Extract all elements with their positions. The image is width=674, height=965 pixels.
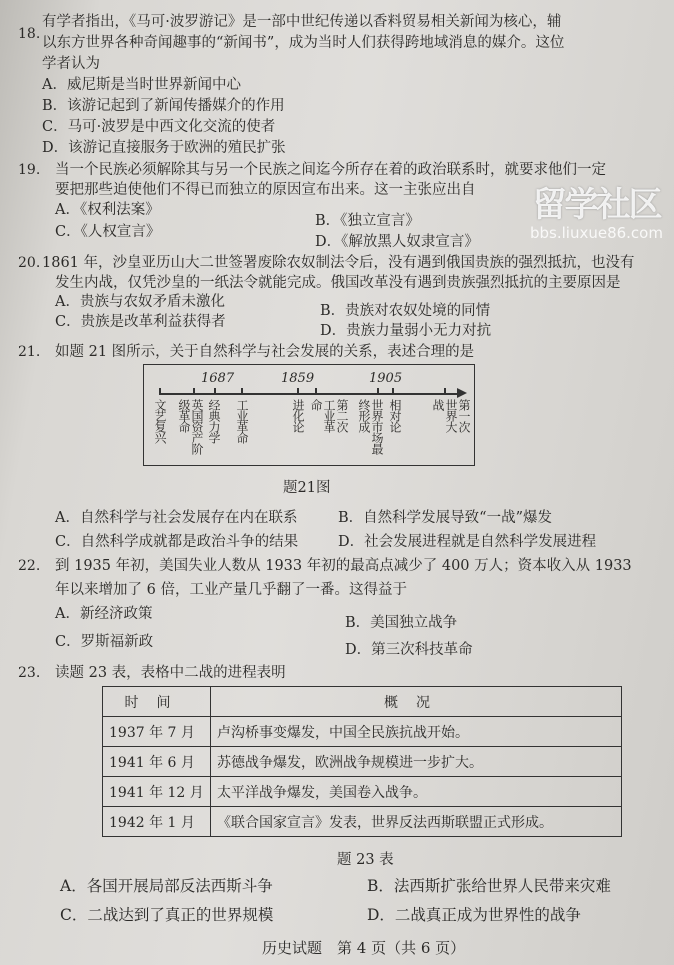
question-text: 1861 年，沙皇亚历山大二世签署废除农奴制法令后，没有遇到俄国贵族的强烈抵抗，也没有 — [42, 255, 635, 271]
option-d: D．该游记直接服务于欧洲的殖民扩张 — [42, 140, 286, 156]
question-text: 要把那些迫使他们不得已而独立的原因宣布出来。这一主张应出自 — [55, 182, 476, 198]
option-d: D．二战真正成为世界性的战争 — [367, 906, 581, 924]
option-c: C．贵族是改革利益获得者 — [55, 314, 226, 330]
table-row — [103, 747, 622, 777]
question-text: 学者认为 — [42, 56, 100, 72]
table-row — [103, 717, 622, 747]
question-text: 年以来增加了 6 倍，工业产量几乎翻了一番。这得益于 — [55, 582, 407, 598]
table-cell: 卢沟桥事变爆发，中国全民族抗战开始。 — [211, 717, 622, 747]
option-d: D．贵族力量弱小无力对抗 — [320, 323, 492, 339]
option-b: B．法西斯扩张给世界人民带来灾难 — [367, 877, 611, 895]
year-label: 1687 — [201, 371, 235, 386]
timeline-axis — [153, 371, 471, 454]
events-table — [102, 686, 622, 837]
table-cell: 1937 年 7 月 — [103, 717, 211, 747]
option-d: D．《解放黑人奴隶宣言》 — [315, 234, 479, 250]
event-label: 英国资产阶级革命 — [177, 399, 204, 454]
timeline-figure — [143, 364, 475, 466]
option-c: C．罗斯福新政 — [55, 634, 154, 650]
option-b: B．美国独立战争 — [345, 615, 458, 631]
question-number: 18. — [18, 26, 41, 42]
option-b: B．贵族对农奴处境的同情 — [320, 303, 491, 319]
table-cell: 《联合国家宣言》发表，世界反法西斯联盟正式形成。 — [211, 807, 622, 837]
question-text: 以东方世界各种奇闻趣事的“新闻书”，成为当时人们获得跨地域消息的媒介。这位 — [42, 35, 565, 51]
question-number: 21. — [18, 344, 41, 360]
question-number: 20. — [18, 255, 41, 271]
event-label: 世界市场最终形成 — [357, 399, 384, 454]
page-footer: 历史试题 第 4 页（共 6 页） — [262, 939, 466, 957]
option-b: B．该游记起到了新闻传播媒介的作用 — [42, 98, 285, 114]
question-text: 到 1935 年初，美国失业人数从 1933 年初的最高点减少了 400 万人；资本收入从 1933 — [55, 558, 632, 574]
event-label: 工业革命 — [235, 399, 249, 443]
option-b: B．《独立宣言》 — [315, 213, 420, 229]
watermark-title: 留学社区 — [532, 185, 661, 225]
event-label: 第二次工业革命 — [309, 399, 349, 432]
option-c: C．马可·波罗是中西文化交流的使者 — [42, 119, 276, 135]
option-c: C．自然科学成就都是政治斗争的结果 — [55, 534, 299, 550]
table-row — [103, 777, 622, 807]
question-number: 23. — [18, 665, 41, 681]
question-text: 有学者指出，《马可·波罗游记》是一部中世纪传递以香料贸易相关新闻为核心，辅 — [42, 14, 562, 30]
watermark-logo — [530, 186, 663, 242]
option-d: D．第三次科技革命 — [345, 642, 473, 658]
table-header: 概况 — [211, 687, 622, 717]
option-a: A．自然科学与社会发展存在内在联系 — [55, 510, 298, 526]
table-cell: 苏德战争爆发，欧洲战争规模进一步扩大。 — [211, 747, 622, 777]
option-c: C．《人权宣言》 — [55, 224, 161, 240]
year-label: 1905 — [369, 371, 403, 386]
table-cell: 1941 年 12 月 — [103, 777, 211, 807]
question-text: 发生内战，仅凭沙皇的一纸法令就能完成。俄国改革没有遇到贵族强烈抵抗的主要原因是 — [55, 275, 621, 291]
question-text: 读题 23 表，表格中二战的进程表明 — [55, 665, 286, 681]
question-text: 当一个民族必须解除其与另一个民族之间迄今所存在着的政治联系时，就要求他们一定 — [55, 162, 606, 178]
table-cell: 1942 年 1 月 — [103, 807, 211, 837]
option-c: C．二战达到了真正的世界规模 — [60, 906, 274, 924]
option-a: A．新经济政策 — [55, 606, 153, 622]
question-text: 如题 21 图所示，关于自然科学与社会发展的关系，表述合理的是 — [55, 344, 475, 360]
option-a: A．各国开展局部反法西斯斗争 — [60, 877, 273, 895]
question-number: 19. — [18, 162, 41, 178]
table-cell: 太平洋战争爆发，美国卷入战争。 — [211, 777, 622, 807]
event-label: 第一次世界大战 — [431, 399, 471, 432]
option-a: A．《权利法案》 — [55, 202, 160, 218]
table-header: 时间 — [103, 687, 211, 717]
watermark-url: bbs.liuxue86.com — [530, 224, 663, 242]
table-caption: 题 23 表 — [337, 852, 394, 868]
option-b: B．自然科学发展导致“一战”爆发 — [338, 510, 552, 526]
option-a: A．威尼斯是当时世界新闻中心 — [42, 77, 241, 93]
table-row — [103, 807, 622, 837]
figure-caption: 题21图 — [283, 480, 331, 496]
table-cell: 1941 年 6 月 — [103, 747, 211, 777]
option-a: A．贵族与农奴矛盾未激化 — [55, 294, 225, 310]
question-number: 22. — [18, 558, 41, 574]
event-label: 经典力学 — [207, 399, 221, 443]
event-label: 文艺复兴 — [153, 399, 167, 443]
event-label: 进化论 — [291, 399, 305, 432]
year-label: 1859 — [281, 371, 315, 386]
option-d: D．社会发展进程就是自然科学发展进程 — [338, 534, 597, 550]
event-label: 相对论 — [388, 399, 402, 432]
